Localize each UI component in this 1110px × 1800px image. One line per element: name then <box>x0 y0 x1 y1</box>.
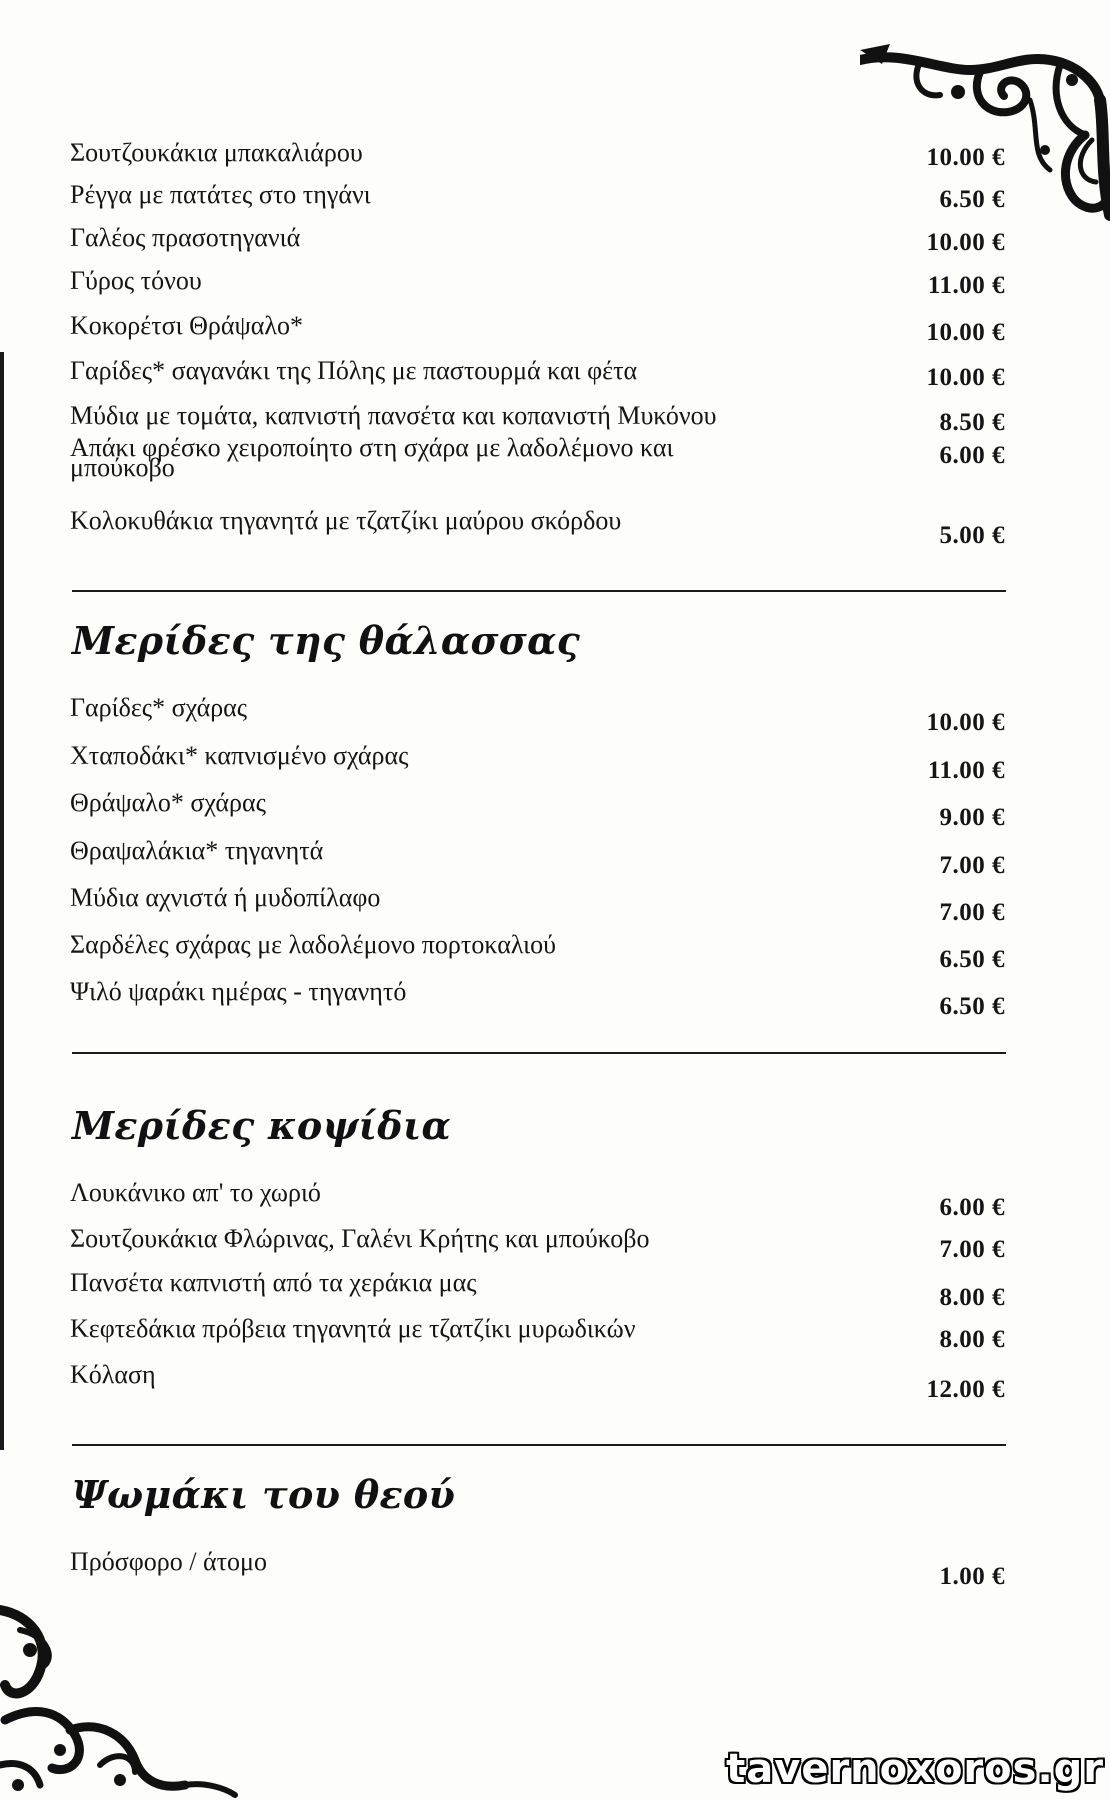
menu-item <box>70 836 1005 879</box>
menu-item-price: 8.00 € <box>939 1284 1005 1311</box>
watermark-text: tavernoxoros.gr <box>726 1746 1104 1792</box>
menu-item-name: Κοκορέτσι Θράψαλο* <box>70 311 304 340</box>
menu-item-price: 6.00 € <box>939 442 1005 469</box>
menu-item <box>70 138 1005 171</box>
menu-item-price: 9.00 € <box>939 804 1005 831</box>
menu-item <box>70 1224 1005 1263</box>
menu-item-name: Κόλαση <box>70 1360 156 1389</box>
menu-item-price: 8.00 € <box>939 1326 1005 1353</box>
menu-item-price: 7.00 € <box>939 1236 1005 1263</box>
menu-item <box>70 401 1005 436</box>
section-heading: Μερίδες της θάλασσας <box>72 618 581 663</box>
menu-item-price: 12.00 € <box>926 1376 1005 1403</box>
menu-item-name: Γαρίδες* σχάρας <box>70 693 248 722</box>
menu-item-price: 5.00 € <box>939 522 1005 549</box>
section-divider <box>72 1444 1006 1446</box>
menu-section-seafood <box>70 618 1005 1020</box>
menu-item-name: Κεφτεδάκια πρόβεια τηγανητά με τζατζίκι μυρωδικών <box>70 1314 636 1343</box>
menu-item-price: 6.50 € <box>939 946 1005 973</box>
menu-item-name: Λουκάνικο απ' το χωριό <box>70 1178 321 1207</box>
menu-item-name: Γαρίδες* σαγανάκι της Πόλης με παστουρμά και φέτα <box>70 356 638 385</box>
menu-item-name: Μύδια με τομάτα, καπνιστή πανσέτα και κοπανιστή Μυκόνου <box>70 401 717 430</box>
section-heading: Ψωμάκι του θεού <box>72 1472 456 1517</box>
menu-item-price: 10.00 € <box>926 364 1005 391</box>
menu-item <box>70 1268 1005 1311</box>
menu-item <box>70 433 1005 482</box>
menu-item <box>70 311 1005 346</box>
menu-item <box>70 223 1005 256</box>
menu-item-name: Θράψαλο* σχάρας <box>70 788 266 817</box>
menu-item-name: Σαρδέλες σχάρας με λαδολέμονο πορτοκαλιού <box>70 930 556 959</box>
menu-item-name: Πρόσφορο / άτομο <box>70 1547 267 1576</box>
menu-item-price: 6.50 € <box>939 186 1005 213</box>
menu-item-price: 10.00 € <box>926 144 1005 171</box>
menu-item-price: 7.00 € <box>939 852 1005 879</box>
section-divider <box>72 590 1006 592</box>
menu-item <box>70 977 1005 1020</box>
menu-item-name: Ψιλό ψαράκι ημέρας - τηγανητό <box>70 977 407 1006</box>
menu-item-name: Γαλέος πρασοτηγανιά <box>70 223 301 252</box>
menu-item <box>70 1360 1005 1403</box>
menu-item-name: Χταποδάκι* καπνισμένο σχάρας <box>70 741 409 770</box>
menu-item <box>70 266 1005 299</box>
menu-item-price: 10.00 € <box>926 319 1005 346</box>
menu-item-name: Απάκι φρέσκο χειροποίητο στη σχάρα με λαδολέμονο και μπούκοβο <box>70 433 674 482</box>
menu-item-name: Ρέγγα με πατάτες στο τηγάνι <box>70 180 371 209</box>
menu-item <box>70 1547 1005 1590</box>
menu-item <box>70 741 1005 784</box>
menu-item <box>70 788 1005 831</box>
menu-section-bread <box>70 1472 1005 1590</box>
left-border-line <box>0 352 4 1450</box>
menu-item <box>70 506 1005 549</box>
menu-item-price: 11.00 € <box>927 757 1005 784</box>
menu-item <box>70 1178 1005 1221</box>
menu-item <box>70 883 1005 926</box>
section-divider <box>72 1052 1006 1054</box>
scroll-ornament-icon <box>0 1590 240 1800</box>
menu-item-name: Πανσέτα καπνιστή από τα χεράκια μας <box>70 1268 477 1297</box>
section-heading: Μερίδες κοψίδια <box>72 1103 452 1148</box>
menu-item-name: Σουτζουκάκια μπακαλιάρου <box>70 138 363 167</box>
menu-item-price: 10.00 € <box>926 229 1005 256</box>
menu-item-price: 10.00 € <box>926 709 1005 736</box>
menu-item-name: Σουτζουκάκια Φλώρινας, Γαλένι Κρήτης και μπούκοβο <box>70 1224 650 1253</box>
menu-item <box>70 180 1005 213</box>
menu-item <box>70 356 1005 391</box>
menu-item-price: 1.00 € <box>939 1563 1005 1590</box>
menu-item-price: 7.00 € <box>939 899 1005 926</box>
menu-item-name: Κολοκυθάκια τηγανητά με τζατζίκι μαύρου σκόρδου <box>70 506 622 535</box>
menu-item <box>70 693 1005 736</box>
menu-section-grill <box>70 1103 1005 1403</box>
menu-item-price: 11.00 € <box>927 272 1005 299</box>
menu-item-name: Θραψαλάκια* τηγανητά <box>70 836 324 865</box>
menu-item-price: 6.00 € <box>939 1194 1005 1221</box>
menu-item <box>70 930 1005 973</box>
menu-item-name: Μύδια αχνιστά ή μυδοπίλαφο <box>70 883 381 912</box>
menu-item <box>70 1314 1005 1353</box>
menu-item-name: Γύρος τόνου <box>70 266 202 295</box>
menu-item-price: 8.50 € <box>939 409 1005 436</box>
menu-item-price: 6.50 € <box>939 993 1005 1020</box>
